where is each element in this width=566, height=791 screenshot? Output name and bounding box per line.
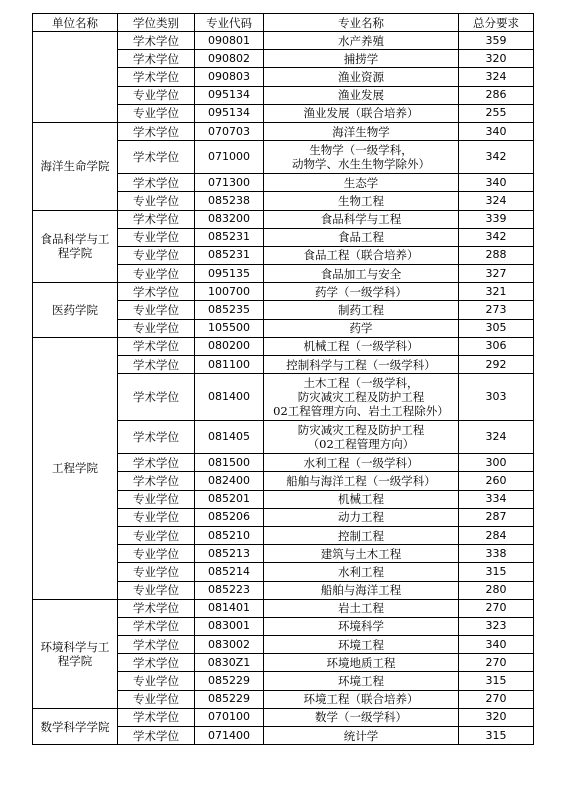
degree-type-cell: 专业学位 [118, 690, 195, 708]
major-code-cell: 071000 [195, 141, 264, 174]
total-score-cell: 305 [459, 319, 534, 337]
major-code-cell: 085206 [195, 508, 264, 526]
degree-type-cell: 专业学位 [118, 490, 195, 508]
header-row [33, 14, 534, 32]
degree-type-cell: 专业学位 [118, 301, 195, 319]
degree-type-cell: 专业学位 [118, 672, 195, 690]
degree-type-cell: 学术学位 [118, 374, 195, 421]
degree-type-cell: 学术学位 [118, 68, 195, 86]
total-score-cell: 315 [459, 727, 534, 745]
major-name-cell: 水产养殖 [264, 32, 459, 50]
total-score-cell: 327 [459, 265, 534, 283]
major-code-cell: 095135 [195, 265, 264, 283]
major-name-cell: 制药工程 [264, 301, 459, 319]
major-name-cell: 食品工程（联合培养） [264, 246, 459, 264]
total-score-cell: 255 [459, 104, 534, 122]
degree-type-cell: 学术学位 [118, 141, 195, 174]
total-score-cell: 342 [459, 228, 534, 246]
table-row [33, 337, 534, 355]
degree-type-cell: 学术学位 [118, 617, 195, 635]
degree-type-cell: 学术学位 [118, 32, 195, 50]
unit-name-cell: 海洋生命学院 [33, 122, 118, 210]
header-unit: 单位名称 [33, 14, 118, 32]
major-code-cell: 095134 [195, 104, 264, 122]
major-name-cell: 控制工程 [264, 526, 459, 544]
degree-type-cell: 学术学位 [118, 337, 195, 355]
major-code-cell: 085235 [195, 301, 264, 319]
degree-type-cell: 学术学位 [118, 708, 195, 726]
table-row [33, 210, 534, 228]
major-name-cell: 水利工程 [264, 563, 459, 581]
major-name-cell: 水利工程（一级学科） [264, 454, 459, 472]
total-score-cell: 324 [459, 68, 534, 86]
degree-type-cell: 专业学位 [118, 192, 195, 210]
degree-type-cell: 专业学位 [118, 228, 195, 246]
major-code-cell: 070100 [195, 708, 264, 726]
total-score-cell: 340 [459, 636, 534, 654]
degree-type-cell: 专业学位 [118, 508, 195, 526]
degree-type-cell: 学术学位 [118, 599, 195, 617]
header-major-name: 专业名称 [264, 14, 459, 32]
major-name-cell: 岩土工程 [264, 599, 459, 617]
major-name-cell: 渔业资源 [264, 68, 459, 86]
total-score-cell: 292 [459, 356, 534, 374]
major-name-cell: 环境工程（联合培养） [264, 690, 459, 708]
header-major-code: 专业代码 [195, 14, 264, 32]
major-name-cell: 防灾减灾工程及防护工程 （02工程管理方向） [264, 421, 459, 454]
degree-type-cell: 学术学位 [118, 210, 195, 228]
major-code-cell: 090801 [195, 32, 264, 50]
unit-name-cell: 环境科学与工 程学院 [33, 599, 118, 708]
total-score-cell: 320 [459, 708, 534, 726]
major-code-cell: 085231 [195, 246, 264, 264]
total-score-cell: 270 [459, 599, 534, 617]
degree-type-cell: 学术学位 [118, 421, 195, 454]
degree-type-cell: 学术学位 [118, 174, 195, 192]
major-code-cell: 071300 [195, 174, 264, 192]
major-code-cell: 085223 [195, 581, 264, 599]
admission-score-table [32, 13, 534, 745]
total-score-cell: 339 [459, 210, 534, 228]
major-code-cell: 083200 [195, 210, 264, 228]
major-name-cell: 统计学 [264, 727, 459, 745]
total-score-cell: 323 [459, 617, 534, 635]
degree-type-cell: 专业学位 [118, 526, 195, 544]
major-code-cell: 085238 [195, 192, 264, 210]
major-name-cell: 环境工程 [264, 672, 459, 690]
major-name-cell: 药学（一级学科） [264, 283, 459, 301]
total-score-cell: 306 [459, 337, 534, 355]
major-code-cell: 082400 [195, 472, 264, 490]
major-name-cell: 建筑与土木工程 [264, 545, 459, 563]
major-code-cell: 105500 [195, 319, 264, 337]
degree-type-cell: 专业学位 [118, 86, 195, 104]
major-name-cell: 环境地质工程 [264, 654, 459, 672]
major-name-cell: 捕捞学 [264, 50, 459, 68]
major-name-cell: 环境科学 [264, 617, 459, 635]
major-name-cell: 生物工程 [264, 192, 459, 210]
major-name-cell: 船舶与海洋工程 [264, 581, 459, 599]
degree-type-cell: 学术学位 [118, 472, 195, 490]
unit-name-cell: 食品科学与工 程学院 [33, 210, 118, 283]
major-code-cell: 095134 [195, 86, 264, 104]
major-code-cell: 085201 [195, 490, 264, 508]
degree-type-cell: 专业学位 [118, 265, 195, 283]
table-row [33, 122, 534, 140]
total-score-cell: 320 [459, 50, 534, 68]
header-degree-type: 学位类别 [118, 14, 195, 32]
major-code-cell: 085231 [195, 228, 264, 246]
degree-type-cell: 学术学位 [118, 654, 195, 672]
major-name-cell: 渔业发展（联合培养） [264, 104, 459, 122]
major-code-cell: 083001 [195, 617, 264, 635]
degree-type-cell: 学术学位 [118, 122, 195, 140]
total-score-cell: 286 [459, 86, 534, 104]
major-code-cell: 085214 [195, 563, 264, 581]
total-score-cell: 338 [459, 545, 534, 563]
total-score-cell: 284 [459, 526, 534, 544]
major-code-cell: 080200 [195, 337, 264, 355]
table-row [33, 283, 534, 301]
table-body [33, 32, 534, 745]
total-score-cell: 359 [459, 32, 534, 50]
major-code-cell: 0830Z1 [195, 654, 264, 672]
major-code-cell: 083002 [195, 636, 264, 654]
major-name-cell: 动力工程 [264, 508, 459, 526]
major-name-cell: 食品加工与安全 [264, 265, 459, 283]
degree-type-cell: 专业学位 [118, 246, 195, 264]
major-name-cell: 食品工程 [264, 228, 459, 246]
total-score-cell: 270 [459, 690, 534, 708]
major-name-cell: 食品科学与工程 [264, 210, 459, 228]
major-code-cell: 081401 [195, 599, 264, 617]
total-score-cell: 260 [459, 472, 534, 490]
degree-type-cell: 学术学位 [118, 454, 195, 472]
degree-type-cell: 专业学位 [118, 319, 195, 337]
total-score-cell: 273 [459, 301, 534, 319]
major-code-cell: 071400 [195, 727, 264, 745]
total-score-cell: 324 [459, 192, 534, 210]
total-score-cell: 315 [459, 563, 534, 581]
major-code-cell: 090802 [195, 50, 264, 68]
degree-type-cell: 专业学位 [118, 104, 195, 122]
major-name-cell: 生物学（一级学科， 动物学、水生生物学除外） [264, 141, 459, 174]
total-score-cell: 280 [459, 581, 534, 599]
major-name-cell: 土木工程（一级学科， 防灾减灾工程及防护工程 02工程管理方向、岩土工程除外） [264, 374, 459, 421]
major-code-cell: 090803 [195, 68, 264, 86]
degree-type-cell: 学术学位 [118, 727, 195, 745]
total-score-cell: 334 [459, 490, 534, 508]
total-score-cell: 287 [459, 508, 534, 526]
major-name-cell: 数学（一级学科） [264, 708, 459, 726]
major-name-cell: 生态学 [264, 174, 459, 192]
unit-name-cell: 医药学院 [33, 283, 118, 338]
table-row [33, 599, 534, 617]
major-code-cell: 081400 [195, 374, 264, 421]
major-name-cell: 海洋生物学 [264, 122, 459, 140]
total-score-cell: 303 [459, 374, 534, 421]
total-score-cell: 315 [459, 672, 534, 690]
total-score-cell: 340 [459, 174, 534, 192]
major-name-cell: 控制科学与工程（一级学科） [264, 356, 459, 374]
total-score-cell: 321 [459, 283, 534, 301]
total-score-cell: 300 [459, 454, 534, 472]
total-score-cell: 342 [459, 141, 534, 174]
total-score-cell: 270 [459, 654, 534, 672]
major-name-cell: 船舶与海洋工程（一级学科） [264, 472, 459, 490]
degree-type-cell: 学术学位 [118, 50, 195, 68]
total-score-cell: 324 [459, 421, 534, 454]
degree-type-cell: 专业学位 [118, 563, 195, 581]
major-code-cell: 085213 [195, 545, 264, 563]
major-name-cell: 机械工程（一级学科） [264, 337, 459, 355]
major-name-cell: 环境工程 [264, 636, 459, 654]
major-code-cell: 100700 [195, 283, 264, 301]
major-name-cell: 药学 [264, 319, 459, 337]
total-score-cell: 288 [459, 246, 534, 264]
major-code-cell: 081100 [195, 356, 264, 374]
major-name-cell: 渔业发展 [264, 86, 459, 104]
table-row [33, 708, 534, 726]
degree-type-cell: 专业学位 [118, 545, 195, 563]
major-code-cell: 085210 [195, 526, 264, 544]
degree-type-cell: 学术学位 [118, 356, 195, 374]
degree-type-cell: 学术学位 [118, 636, 195, 654]
unit-name-cell: 工程学院 [33, 337, 118, 599]
major-code-cell: 081500 [195, 454, 264, 472]
major-name-cell: 机械工程 [264, 490, 459, 508]
major-code-cell: 070703 [195, 122, 264, 140]
header-total-score: 总分要求 [459, 14, 534, 32]
major-code-cell: 085229 [195, 690, 264, 708]
major-code-cell: 081405 [195, 421, 264, 454]
degree-type-cell: 专业学位 [118, 581, 195, 599]
table-row [33, 32, 534, 50]
unit-name-cell [33, 32, 118, 123]
major-code-cell: 085229 [195, 672, 264, 690]
total-score-cell: 340 [459, 122, 534, 140]
degree-type-cell: 学术学位 [118, 283, 195, 301]
unit-name-cell: 数学科学学院 [33, 708, 118, 744]
